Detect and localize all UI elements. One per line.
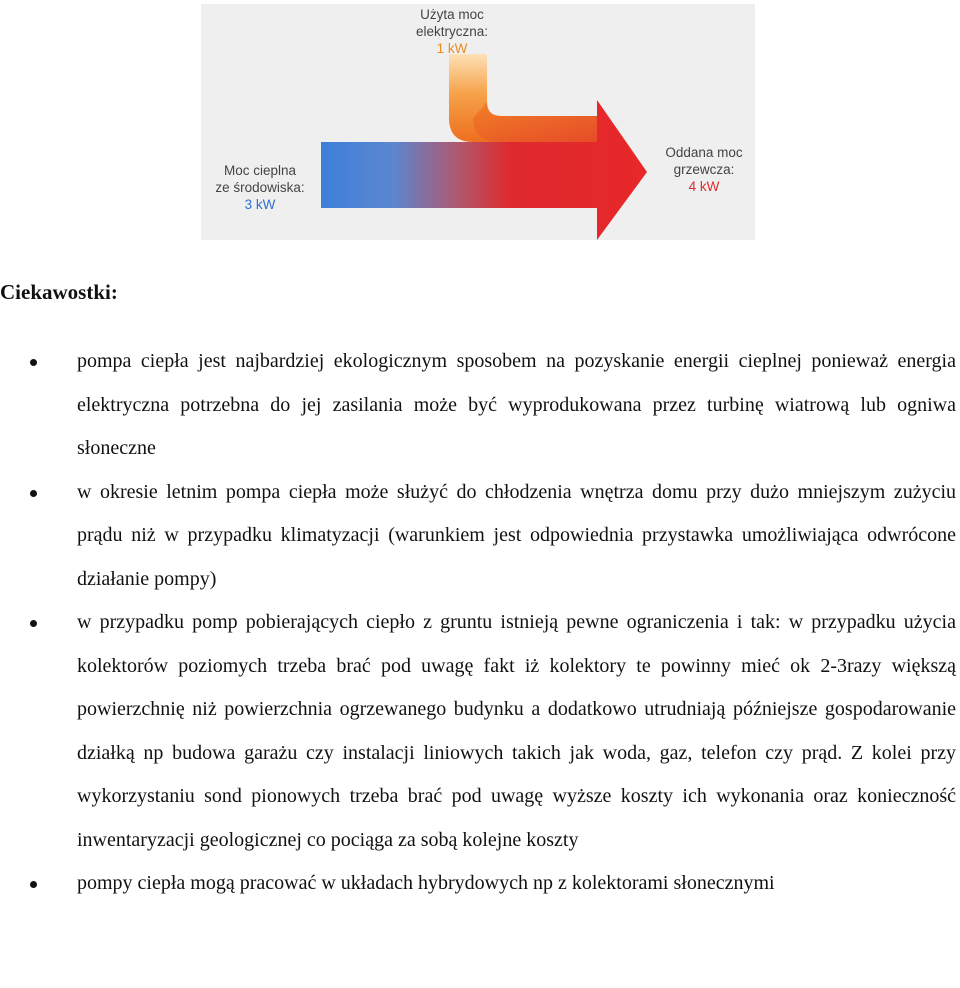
bullet-icon (30, 359, 37, 366)
list-item-text: pompa ciepła jest najbardziej ekologicznym sposobem na pozyskanie energii cieplnej ponieważ energia elektryczna potrzebna do jej zasilania może być wyprodukowana przez turbinę wiatrową lub ogniwa słoneczne (77, 350, 956, 459)
environment-heat-label: Moc cieplna ze środowiska: 3 kW (201, 162, 319, 213)
list-item (0, 601, 960, 862)
heating-output-value: 4 kW (688, 179, 720, 194)
bullet-icon (30, 620, 37, 627)
electric-power-label: Użyta moc elektryczna: 1 kW (407, 6, 497, 57)
heating-output-label: Oddana moc grzewcza: 4 kW (653, 144, 755, 195)
heat-pump-energy-diagram (201, 4, 755, 240)
bullet-list (0, 340, 960, 906)
list-item (0, 340, 960, 471)
section-heading: Ciekawostki: (0, 280, 118, 304)
environment-heat-value: 3 kW (244, 197, 276, 212)
list-item-text: w okresie letnim pompa ciepła może służyć do chłodzenia wnętrza domu przy dużo mniejszym zużyciu prądu niż w przypadku klimatyzacji (warunkiem jest odpowiednia przystawka umożliwiająca odwrócone działanie pompy) (77, 480, 956, 590)
list-item (0, 862, 960, 906)
list-item-text: pompy ciepła mogą pracować w układach hybrydowych np z kolektorami słonecznymi (77, 872, 775, 894)
bullet-icon (30, 490, 37, 497)
bullet-icon (30, 881, 37, 888)
list-item-text: w przypadku pomp pobierających ciepło z gruntu istnieją pewne ograniczenia i tak: w przypadku użycia kolektorów poziomych trzeba brać pod uwagę fakt iż kolektory te powinny mieć ok 2-3razy większą powierzchnię niż powierzchnia ogrzewanego budynku a dodatkowo utrudniają późniejsze gospodarowanie działką np budowa garażu czy instalacji liniowych takich jak woda, gaz, telefon czy prąd. Z kolei przy wykorzystaniu sond pionowych trzeba brać pod uwagę wyższe koszty ich wykonania oraz konieczność inwentaryzacji geologicznej co pociąga za sobą kolejne koszty (77, 611, 956, 851)
list-item (0, 471, 960, 602)
electric-power-value: 1 kW (436, 41, 468, 56)
